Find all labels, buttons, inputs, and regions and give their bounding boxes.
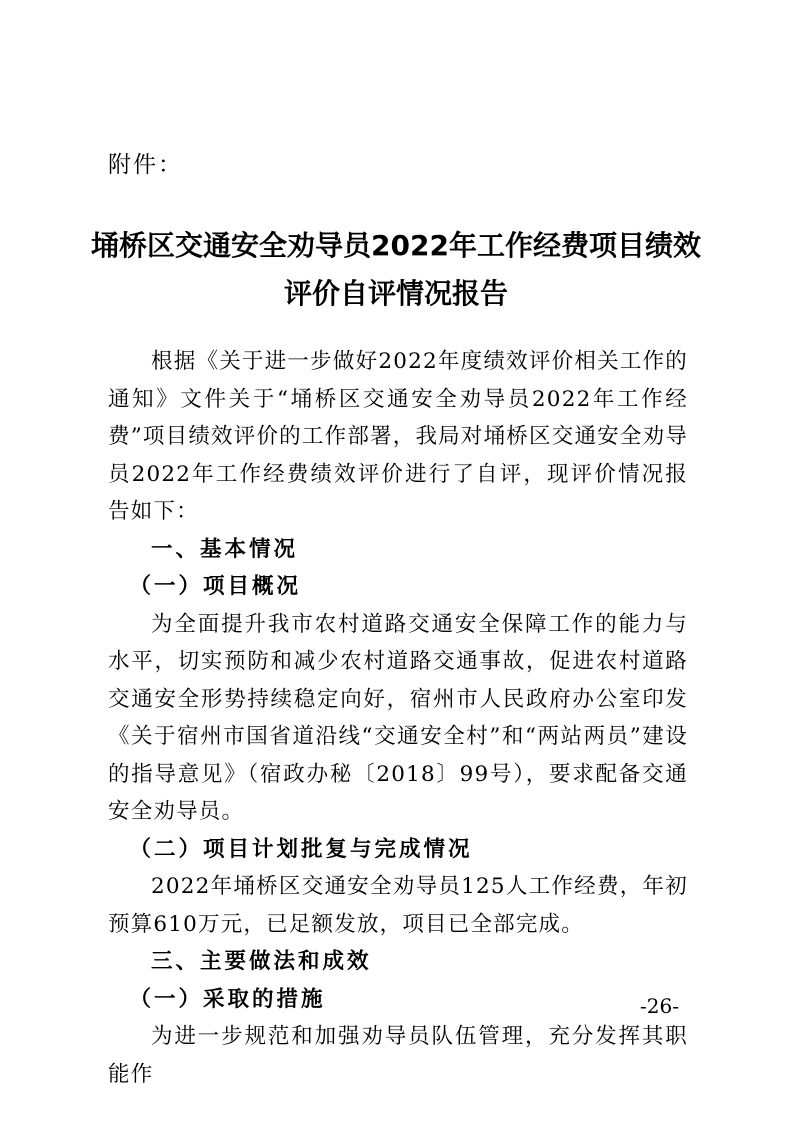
page-number: -26- (640, 994, 679, 1018)
measures-paragraph: 为进一步规范和加强劝导员队伍管理，充分发挥其职能作 (108, 1024, 688, 1087)
title-line-2: 评价自评情况报告 (283, 277, 508, 310)
section-heading-basic-info: 一、基本情况 (151, 536, 299, 562)
section-heading-practices: 三、主要做法和成效 (151, 949, 372, 974)
subsection-heading-plan-approval: （二）项目计划批复与完成情况 (129, 836, 473, 862)
intro-paragraph: 根据《关于进一步做好2022年度绩效评价相关工作的通知》文件关于“埇桥区交通安全劝导员2022年工作经费”项目绩效评价的工作部署，我局对埇桥区交通安全劝导员2022年工作经费绩效评价进行了自评，现评价情况报告如下： (108, 349, 688, 524)
plan-approval-paragraph: 2022年埇桥区交通安全劝导员125人工作经费，年初预算610万元，已足额发放，项目已全部完成。 (108, 874, 688, 937)
attachment-label: 附件： (108, 152, 183, 178)
subsection-heading-project-overview: （一）项目概况 (129, 574, 302, 599)
title-line-1: 埇桥区交通安全劝导员2022年工作经费项目绩效 (91, 229, 701, 262)
document-title (60, 222, 732, 318)
project-overview-paragraph: 为全面提升我市农村道路交通安全保障工作的能力与水平，切实预防和减少农村道路交通事故，促进农村道路交通安全形势持续稳定向好，宿州市人民政府办公室印发《关于宿州市国省道沿线“交通安全村”和“两站两员”建设的指导意见》（宿政办秘〔2018〕99号），要求配备交通安全劝导员。 (108, 611, 688, 824)
document-body (108, 343, 688, 1093)
subsection-heading-measures: （一）采取的措施 (129, 986, 326, 1012)
